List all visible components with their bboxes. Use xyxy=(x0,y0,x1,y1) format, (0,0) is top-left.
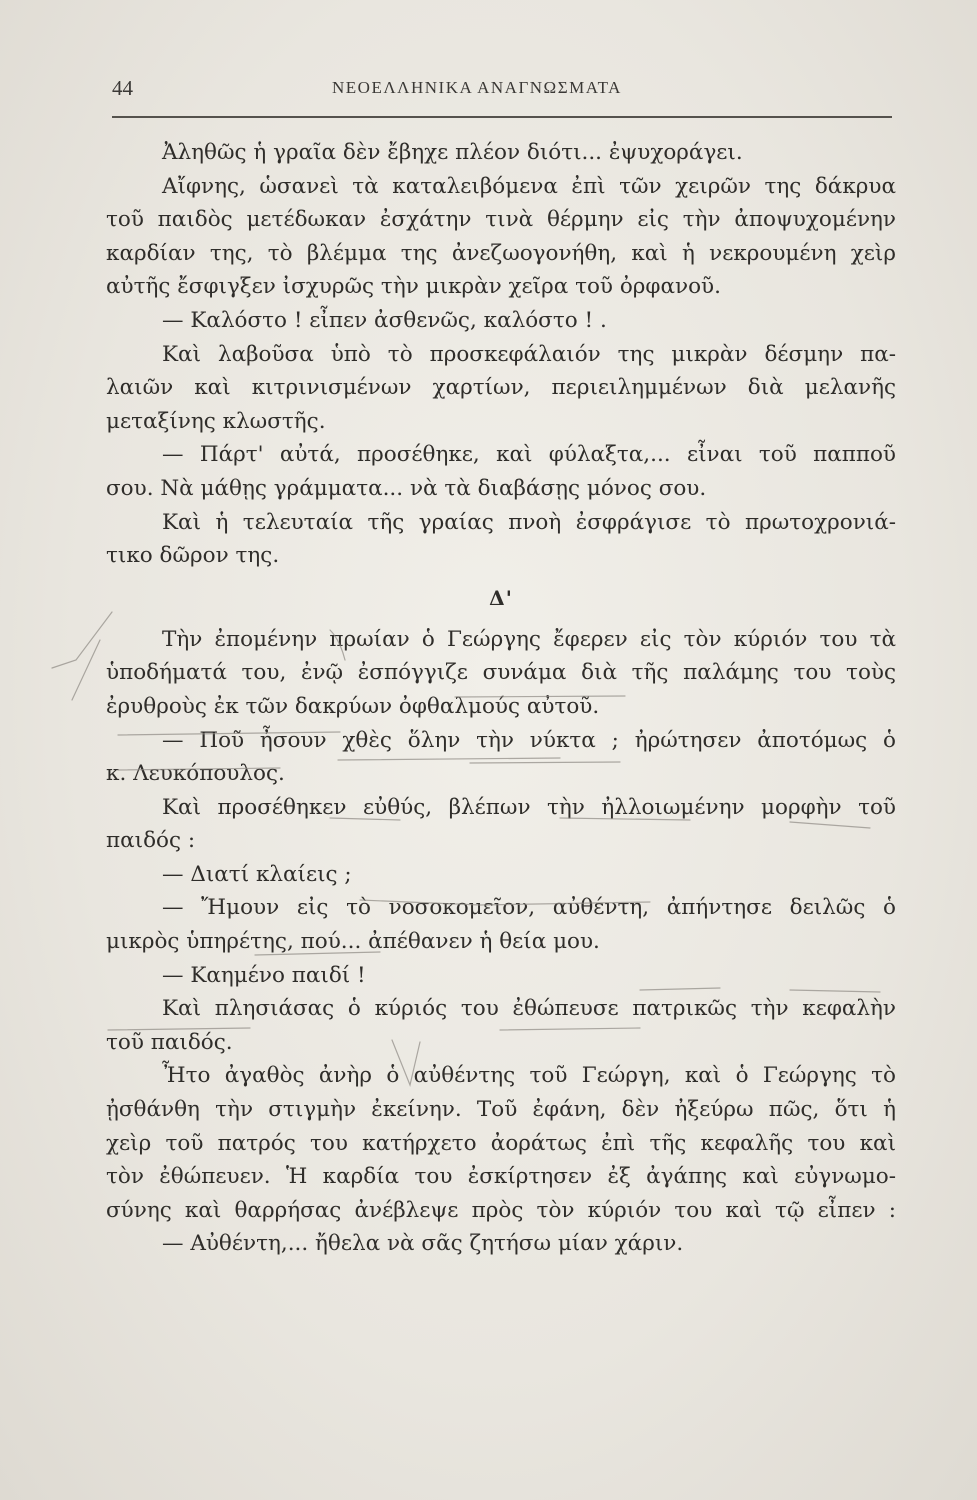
text-line: — Ἤμουν εἰς τὸ νοσοκομεῖον, αὐθέντη, ἀπήντησε δειλῶς ὁ xyxy=(162,895,896,921)
text-line: — Καημένο παιδί ! xyxy=(162,962,366,988)
text-line: — Καλόστο ! εἶπεν ἀσθενῶς, καλόστο ! . xyxy=(162,307,607,333)
text-line: Ἀληθῶς ἡ γραῖα δὲν ἔβηχε πλέον διότι... ἐψυχοράγει. xyxy=(162,140,743,165)
section-heading: Δ' xyxy=(489,585,513,610)
running-title: ΝΕΟΕΛΛΗΝΙΚΑ ΑΝΑΓΝΩΣΜΑΤΑ xyxy=(332,78,622,97)
text-line: μεταξίνης κλωστῆς. xyxy=(106,408,326,434)
body-text xyxy=(106,136,896,1261)
text-line: κ. Λευκόπουλος. xyxy=(106,761,285,787)
text-line: ἐρυθροὺς ἐκ τῶν δακρύων ὀφθαλμούς αὐτοῦ. xyxy=(106,693,600,719)
text-line: τὸν ἐθώπευεν. Ἡ καρδία του ἐσκίρτησεν ἐξ ἀγάπης καὶ εὐγνωμο- xyxy=(106,1164,896,1190)
text-line: τοῦ παιδὸς μετέδωκαν ἐσχάτην τινὰ θέρμην εἰς τὴν ἀποψυχομένην xyxy=(106,207,896,233)
text-line: Καὶ προσέθηκεν εὐθύς, βλέπων τὴν ἠλλοιωμένην μορφὴν τοῦ xyxy=(162,794,896,820)
text-line: ᾐσθάνθη τὴν στιγμὴν ἐκείνην. Τοῦ ἐφάνη, δὲν ἠξεύρω πῶς, ὅτι ἡ xyxy=(106,1097,896,1123)
text-line: Καὶ λαβοῦσα ὑπὸ τὸ προσκεφάλαιόν της μικρὰν δέσμην πα- xyxy=(162,341,896,367)
text-line: σύνης καὶ θαρρήσας ἀνέβλεψε πρὸς τὸν κύριόν του καὶ τῷ εἶπεν : xyxy=(106,1197,896,1223)
text-line: ὑποδήματά του, ἐνῷ ἐσπόγγιζε συνάμα διὰ τῆς παλάμης του τοὺς xyxy=(106,660,896,686)
text-line: — Ποῦ ἦσουν χθὲς ὅλην τὴν νύκτα ; ἠρώτησεν ἀποτόμως ὁ xyxy=(162,727,896,753)
text-line: — Πάρτ' αὐτά, προσέθηκε, καὶ φύλαξτα,... εἶναι τοῦ παπποῦ xyxy=(162,442,896,468)
text-line: τοῦ παιδός. xyxy=(106,1029,233,1055)
text-line: Ἦτο ἀγαθὸς ἀνὴρ ὁ αὐθέντης τοῦ Γεώργη, καὶ ὁ Γεώργης τὸ xyxy=(162,1063,896,1089)
text-line: Καὶ ἡ τελευταία τῆς γραίας πνοὴ ἐσφράγισε τὸ πρωτοχρονιά- xyxy=(162,509,896,535)
text-line: — Διατί κλαίεις ; xyxy=(162,861,352,887)
text-line: αὐτῆς ἔσφιγξεν ἰσχυρῶς τὴν μικρὰν χεῖρα τοῦ ὀρφανοῦ. xyxy=(106,274,721,300)
text-line: καρδίαν της, τὸ βλέμμα της ἀνεζωογονήθη, καὶ ἡ νεκρουμένη χεὶρ xyxy=(106,240,896,266)
text-line: τικο δῶρον της. xyxy=(106,543,280,569)
text-line: — Αὐθέντη,... ἤθελα νὰ σᾶς ζητήσω μίαν χάριν. xyxy=(162,1231,684,1257)
page-header xyxy=(112,72,894,108)
text-line: λαιῶν καὶ κιτρινισμένων χαρτίων, περιειλημμένων διὰ μελανῆς xyxy=(106,375,896,401)
page-number: 44 xyxy=(112,76,133,100)
text-line: σου. Νὰ μάθῃς γράμματα... νὰ τὰ διαβάσῃς μόνος σου. xyxy=(106,475,707,501)
text-line: Καὶ πλησιάσας ὁ κύριός του ἐθώπευσε πατρικῶς τὴν κεφαλὴν xyxy=(162,996,896,1022)
text-line: παιδός : xyxy=(106,828,196,854)
text-line: χεὶρ τοῦ πατρός του κατήρχετο ἀοράτως ἐπὶ τῆς κεφαλῆς του καὶ xyxy=(106,1130,896,1156)
header-rule xyxy=(112,116,892,118)
text-line: Αἴφνης, ὡσανεὶ τὰ καταλειβόμενα ἐπὶ τῶν χειρῶν της δάκρυα xyxy=(162,173,896,199)
text-line: Τὴν ἐπομένην πρωίαν ὁ Γεώργης ἔφερεν εἰς τὸν κύριόν του τὰ xyxy=(162,626,896,652)
text-line: μικρὸς ὑπηρέτης, πού... ἀπέθανεν ἡ θεία μου. xyxy=(106,929,600,955)
